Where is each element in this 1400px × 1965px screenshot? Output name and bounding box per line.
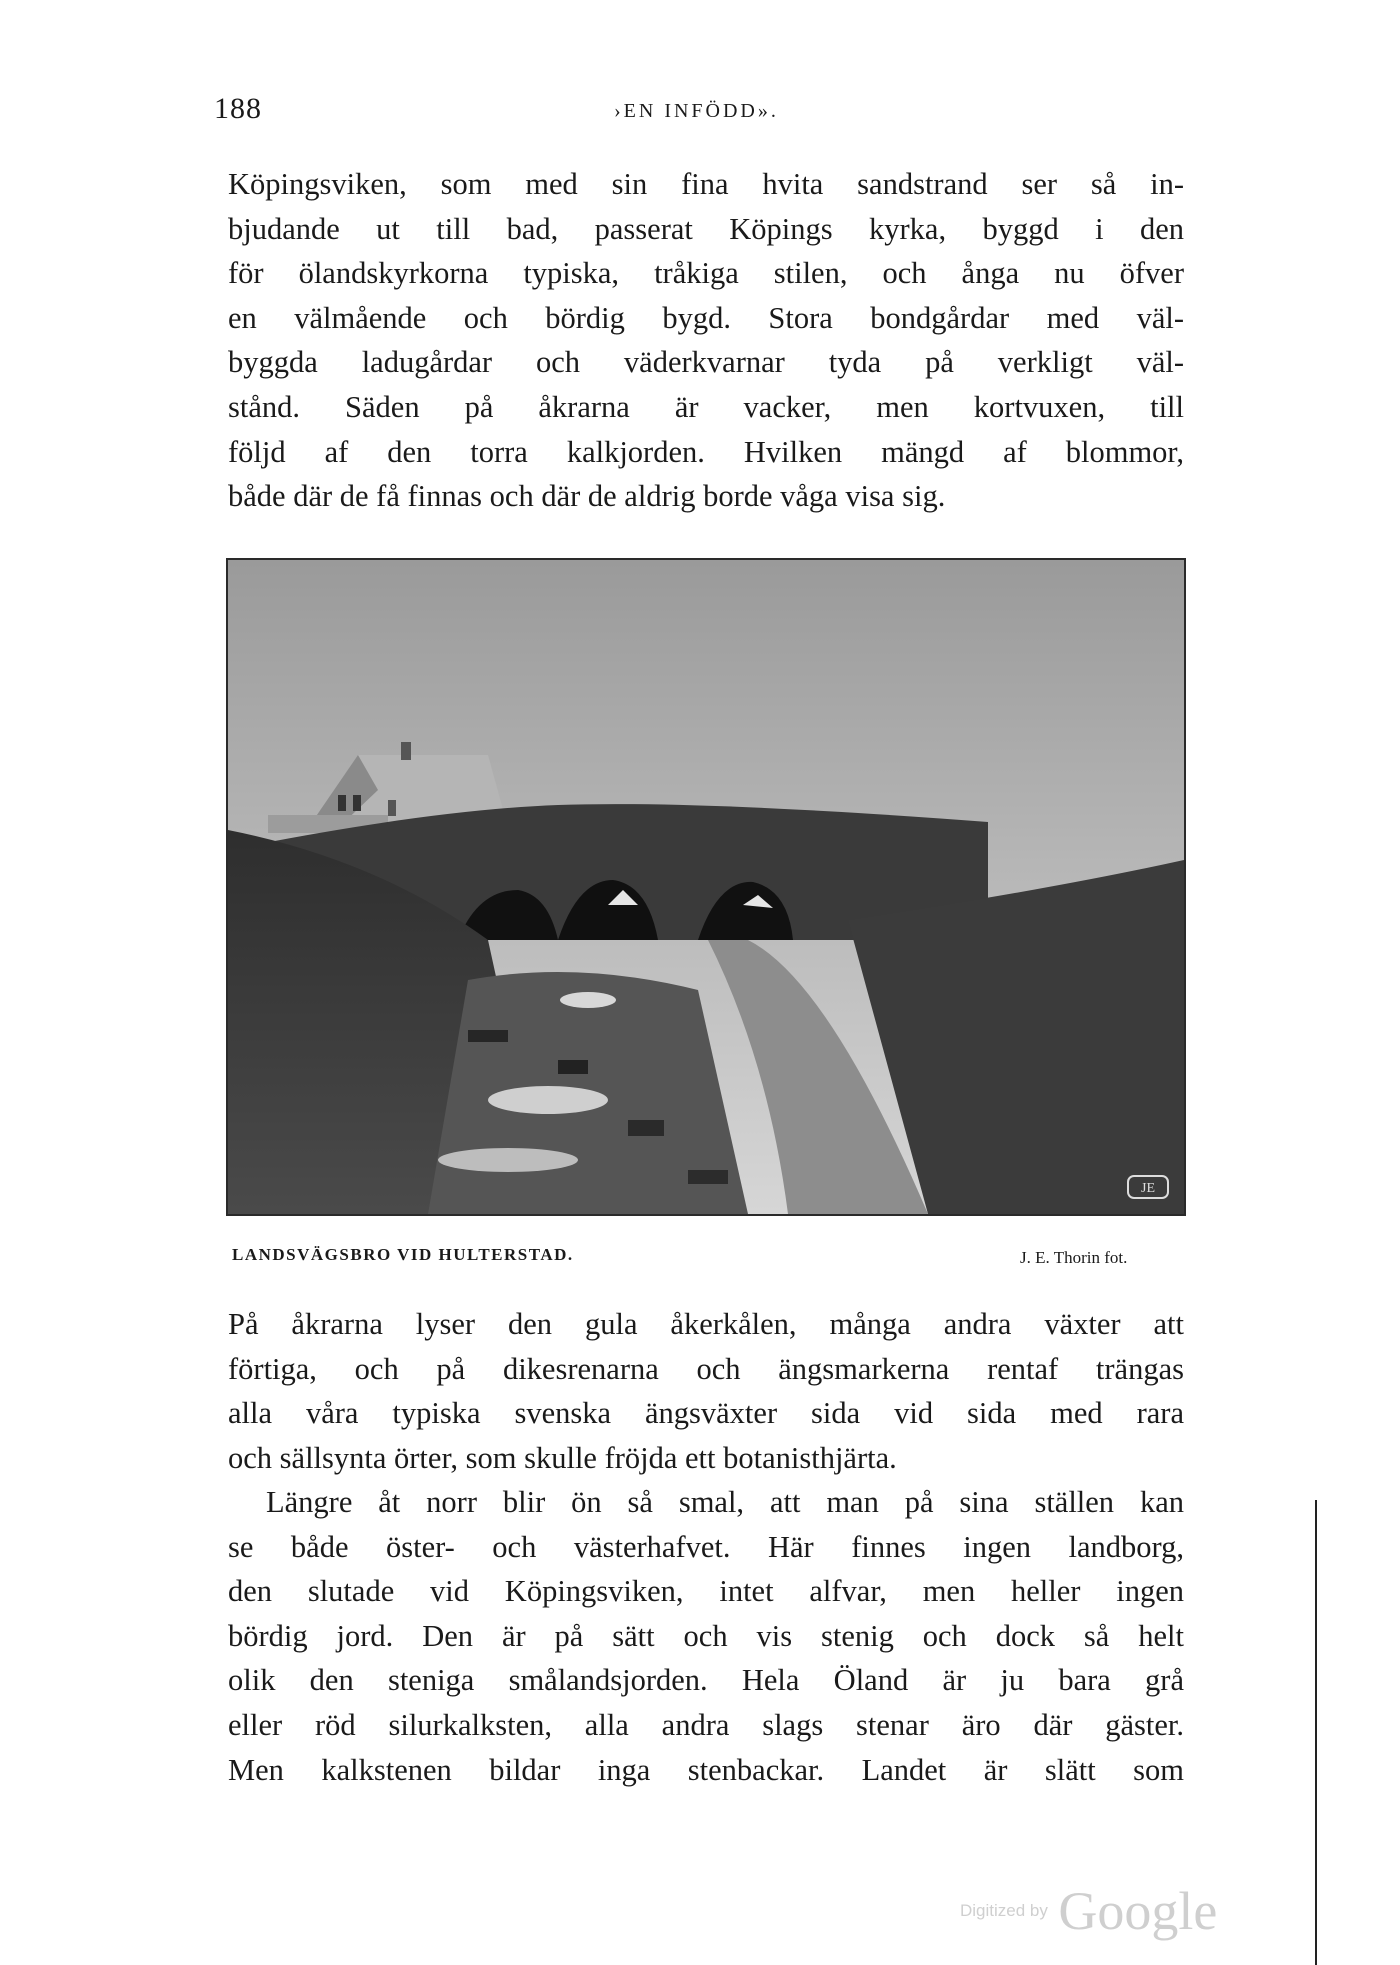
- stone: [688, 1170, 728, 1184]
- page-number: 188: [214, 92, 262, 125]
- text-line: På åkrarna lyser den gula åkerkålen, många andra växter att: [228, 1307, 1184, 1341]
- digitized-watermark: [960, 1880, 1217, 1942]
- text-line: Köpingsviken, som med sin fina hvita sandstrand ser så in-: [228, 167, 1184, 201]
- text-line: bördig jord. Den är på sätt och vis stenig och dock så helt: [228, 1618, 1184, 1653]
- text-line: se både öster- och västerhafvet. Här finnes ingen landborg,: [228, 1529, 1184, 1564]
- watermark-small-text: Digitized by: [960, 1901, 1048, 1920]
- text-line: förtiga, och på dikesrenarna och ängsmarkerna rentaf trängas: [228, 1351, 1184, 1386]
- text-line: eller röd silurkalksten, alla andra slags stenar äro där gäster.: [228, 1707, 1184, 1742]
- paragraph-1: [228, 162, 1184, 519]
- paragraph-2: [228, 1302, 1184, 1480]
- page-header: [214, 92, 1184, 132]
- photo-credit: J. E. Thorin fot.: [1020, 1248, 1128, 1267]
- text-line: olik den steniga smålandsjorden. Hela Öland är ju bara grå: [228, 1663, 1184, 1698]
- text-line: för ölandskyrkorna typiska, tråkiga stilen, och ånga nu öfver: [228, 256, 1184, 291]
- text-line: och sällsynta örter, som skulle fröjda ett botanisthjärta.: [228, 1440, 897, 1475]
- water-pool: [438, 1148, 578, 1172]
- photo-illustration: [228, 560, 1184, 1214]
- text-line: en välmående och bördig bygd. Stora bondgårdar med väl-: [228, 300, 1184, 335]
- text-line: byggda ladugårdar och väderkvarnar tyda på verkligt väl-: [228, 345, 1184, 380]
- bridge-photograph: [226, 558, 1186, 1216]
- water-pool: [488, 1086, 608, 1114]
- text-line: följd af den torra kalkjorden. Hvilken mängd af blommor,: [228, 434, 1184, 469]
- stone: [558, 1060, 588, 1074]
- text-line: Längre åt norr blir ön så smal, att man på sina ställen kan: [266, 1485, 1184, 1519]
- figure-caption: LANDSVÄGSBRO VID HULTERSTAD.: [232, 1245, 574, 1264]
- text-line: Men kalkstenen bildar inga stenbackar. Landet är slätt som: [228, 1752, 1184, 1787]
- paragraph-3: [228, 1480, 1184, 1792]
- text-line: bjudande ut till bad, passerat Köpings kyrka, byggd i den: [228, 211, 1184, 246]
- monogram-text: JE: [1141, 1181, 1155, 1196]
- page-edge-line: [1315, 1500, 1317, 1965]
- text-line: både där de få finnas och där de aldrig borde våga visa sig.: [228, 479, 946, 514]
- text-line: alla våra typiska svenska ängsväxter sida vid sida med rara: [228, 1396, 1184, 1431]
- text-line: stånd. Säden på åkrarna är vacker, men kortvuxen, till: [228, 389, 1184, 424]
- stone: [628, 1120, 664, 1136]
- stone: [468, 1030, 508, 1042]
- water-reflection: [560, 992, 616, 1008]
- watermark-logo-text: Google: [1058, 1881, 1218, 1941]
- text-line: den slutade vid Köpingsviken, intet alfvar, men heller ingen: [228, 1574, 1184, 1609]
- running-head: ›EN INFÖDD».: [614, 100, 779, 122]
